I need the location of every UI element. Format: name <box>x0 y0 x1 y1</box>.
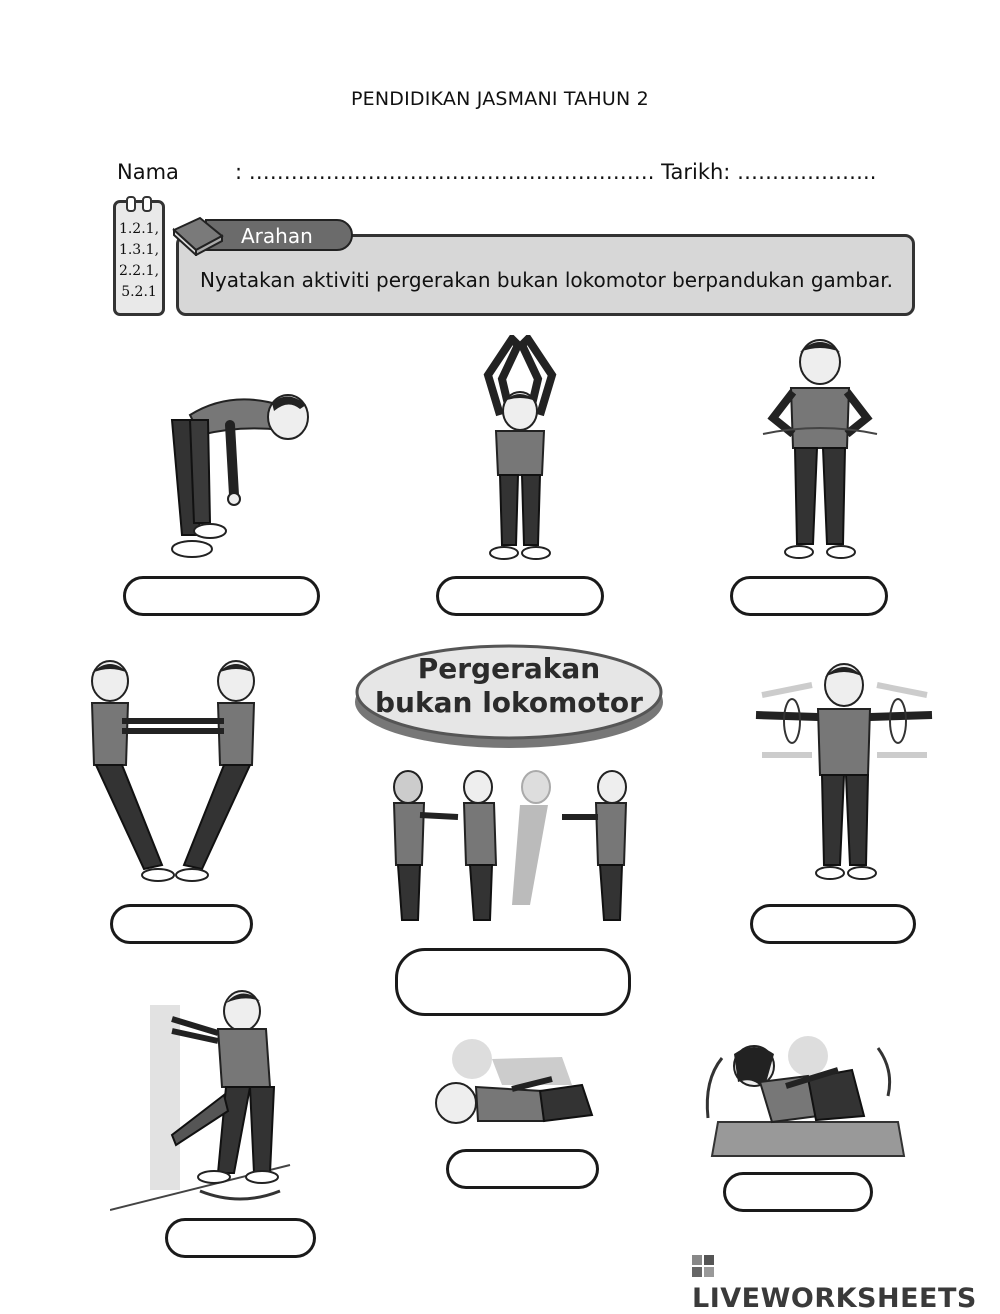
ring-icon <box>126 196 136 212</box>
answer-box[interactable] <box>165 1218 316 1258</box>
answer-box[interactable] <box>723 1172 873 1212</box>
center-title-line2: bukan lokomotor <box>375 686 643 719</box>
standards-box <box>113 200 165 316</box>
partner-pull-figure <box>78 655 268 890</box>
lying-curl-figure <box>432 1035 602 1140</box>
liveworksheets-logo <box>692 1252 1000 1314</box>
arm-circle-figure <box>752 655 937 885</box>
sit-up-figure <box>698 1030 908 1165</box>
instruction-text: Nyatakan aktiviti pergerakan bukan lokomotor berpandukan gambar. <box>200 268 893 292</box>
name-date-row <box>117 160 876 184</box>
answer-box[interactable] <box>436 576 604 616</box>
logo-text: LIVEWORKSHEETS <box>692 1283 977 1314</box>
stretch-up-figure <box>470 335 570 565</box>
wall-push-figure <box>110 985 340 1215</box>
standard-code: 1.2.1, <box>118 221 160 237</box>
page-title: PENDIDIKAN JASMANI TAHUN 2 <box>351 88 649 110</box>
standard-code: 5.2.1 <box>121 284 157 300</box>
center-title-line1: Pergerakan <box>417 652 601 685</box>
standard-code: 2.2.1, <box>118 263 160 279</box>
logo-grid-icon <box>692 1255 714 1277</box>
tarikh-label: Tarikh: <box>661 160 731 184</box>
arahan-tab: Arahan <box>205 219 353 251</box>
answer-box[interactable] <box>750 904 916 944</box>
nama-label: Nama <box>117 160 179 184</box>
answer-box[interactable] <box>110 904 253 944</box>
tarikh-dots: ……………….. <box>737 160 877 184</box>
answer-box[interactable] <box>395 948 631 1016</box>
answer-box[interactable] <box>730 576 888 616</box>
answer-box[interactable] <box>446 1149 599 1189</box>
forward-bend-figure <box>160 385 320 565</box>
center-title-banner <box>352 640 666 752</box>
book-icon <box>170 214 226 256</box>
partner-push-figure <box>380 765 640 930</box>
standard-code: 1.3.1, <box>118 242 160 258</box>
ring-icon <box>142 196 152 212</box>
hip-twist-figure <box>755 330 885 565</box>
answer-box[interactable] <box>123 576 320 616</box>
nama-dots: : …………………………………………………. <box>235 160 655 184</box>
